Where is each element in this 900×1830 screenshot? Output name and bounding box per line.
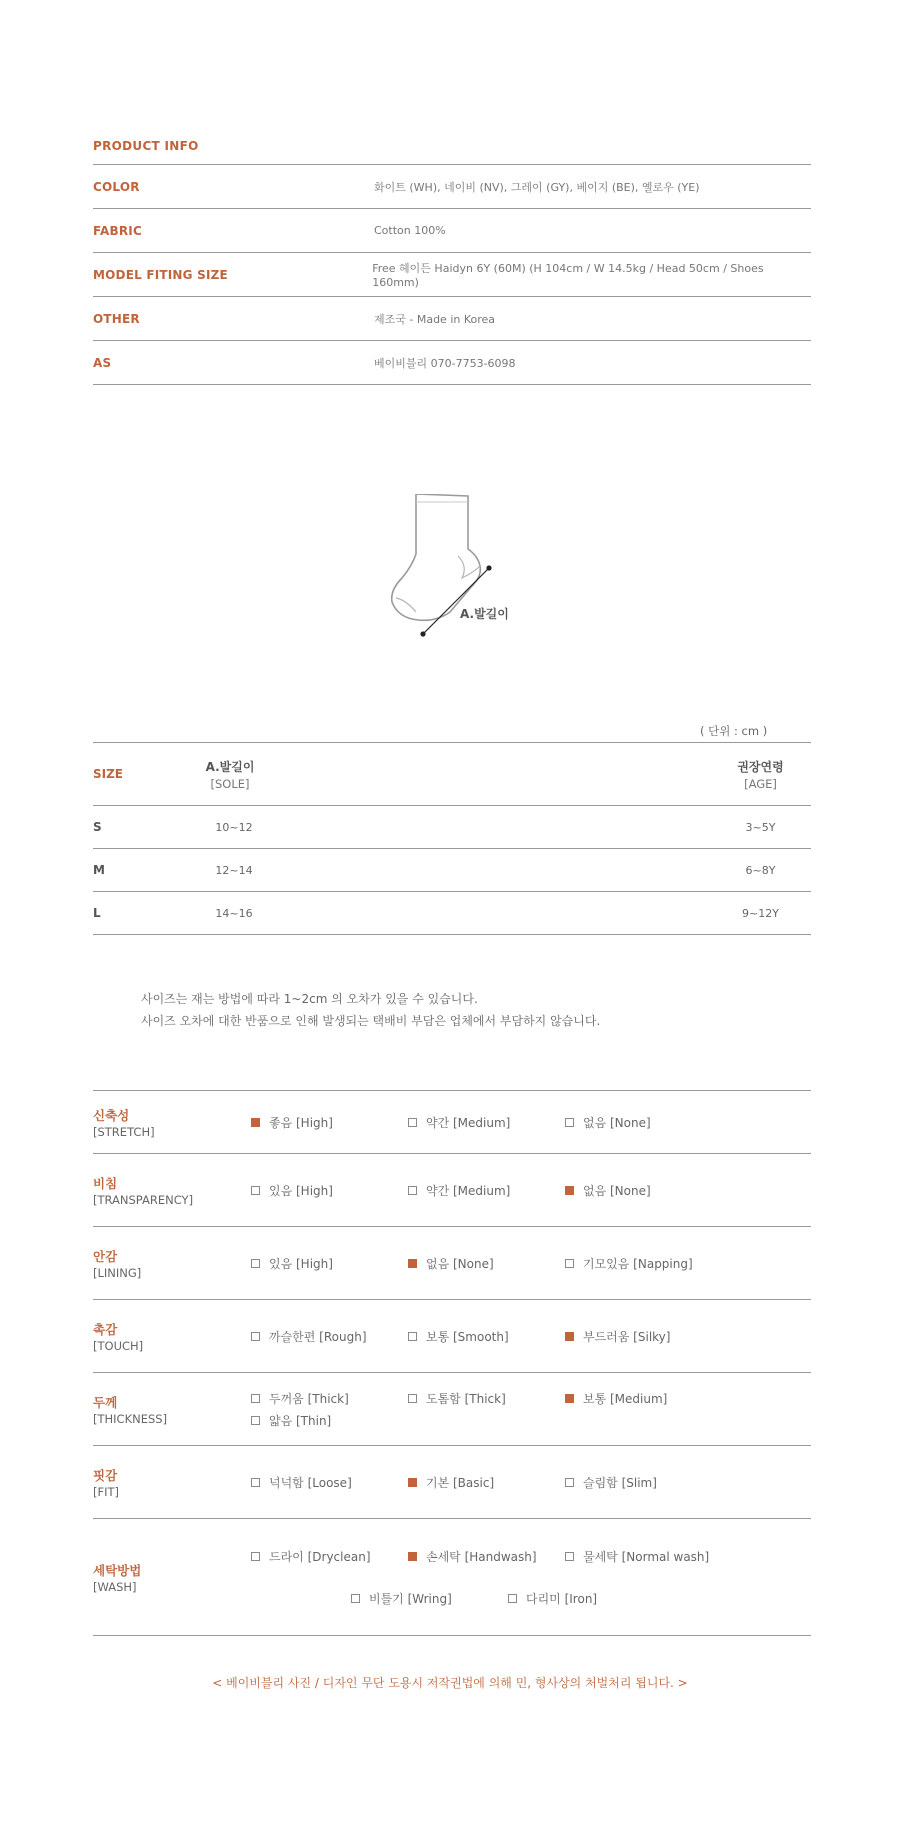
attribute-options [251,1387,811,1431]
unchecked-box-icon [251,1259,260,1268]
attribute-name-en: [FIT] [93,1484,120,1499]
attribute-option [565,1179,722,1201]
attribute-option-label: 기모있음 [Napping] [583,1256,693,1271]
attribute-name-en: [WASH] [93,1579,137,1594]
product-info-title: PRODUCT INFO [93,139,199,153]
unchecked-box-icon [251,1478,260,1487]
attribute-option-label: 없음 [None] [583,1183,651,1198]
attribute-option-label: 있음 [High] [269,1256,333,1271]
attribute-name-ko: 세탁방법 [93,1562,142,1578]
attribute-option-label: 슬림함 [Slim] [583,1475,657,1490]
attribute-option [565,1252,722,1274]
attribute-row [93,1299,811,1372]
size-table-header [93,742,811,806]
attribute-name-en: [TOUCH] [93,1338,144,1353]
attribute-option-label: 다리미 [Iron] [526,1591,598,1606]
unchecked-box-icon [408,1118,417,1127]
attribute-option [565,1325,722,1347]
attribute-row [93,1372,811,1445]
attribute-option-label: 부드러움 [Silky] [583,1329,671,1344]
attribute-row [93,1445,811,1518]
info-value: Cotton 100% [374,224,446,237]
unchecked-box-icon [565,1118,574,1127]
info-row [93,208,811,252]
unchecked-box-icon [565,1552,574,1561]
attribute-option [251,1387,408,1409]
checked-box-icon [408,1259,417,1268]
size-table-row [93,849,811,892]
info-value: Free 헤이든 Haidyn 6Y (60M) (H 104cm / W 14.5kg / Head 50cm / Shoes 160mm) [372,262,764,289]
info-value: 화이트 (WH), 네이비 (NV), 그레이 (GY), 베이지 (BE), 옐로우 (YE) [374,180,700,194]
attribute-option-label: 손세탁 [Handwash] [426,1549,537,1564]
unchecked-box-icon [565,1259,574,1268]
age-header [710,758,811,791]
sole-cell: 14~16 [215,906,253,920]
sole-cell-wrap [205,864,710,877]
attribute-option [251,1545,408,1567]
age-cell: 9~12Y [742,906,779,920]
attribute-option-label: 약간 [Medium] [426,1183,511,1198]
checked-box-icon [408,1552,417,1561]
age-cell: 6~8Y [745,863,776,877]
attribute-option-label: 기본 [Basic] [426,1475,495,1490]
attribute-option-label: 좋음 [High] [269,1115,333,1130]
sole-header-en: [SOLE] [210,776,250,791]
attribute-name-en: [STRETCH] [93,1124,155,1139]
attribute-option [408,1252,565,1274]
unchecked-box-icon [351,1594,360,1603]
attribute-option [251,1325,408,1347]
info-label: COLOR [93,179,140,194]
attribute-row [93,1153,811,1226]
info-value: 베이비블리 070-7753-6098 [374,356,516,370]
sock-toe-line [396,598,416,612]
attribute-name-ko: 촉감 [93,1321,118,1337]
attribute-option [251,1409,351,1431]
sole-measure-end-dot [486,565,491,570]
checked-box-icon [565,1394,574,1403]
size-cell: L [93,906,101,920]
attribute-options [251,1252,811,1274]
attribute-label [93,1247,251,1280]
unchecked-box-icon [565,1478,574,1487]
info-row [93,252,811,296]
attribute-option-label: 물세탁 [Normal wash] [583,1549,710,1564]
age-header-en: [AGE] [744,776,777,791]
attribute-option [251,1179,408,1201]
info-label: OTHER [93,311,140,326]
attribute-name-en: [THICKNESS] [93,1411,168,1426]
attribute-option [565,1387,722,1409]
attribute-option [565,1545,722,1567]
unchecked-box-icon [408,1186,417,1195]
attribute-option [251,1252,408,1274]
product-info-section [93,136,811,385]
info-value: 제조국 - Made in Korea [374,312,496,326]
attribute-label [93,1320,251,1353]
info-label: AS [93,355,112,370]
attribute-option-label: 얇음 [Thin] [269,1413,332,1428]
sole-header [205,758,710,791]
sole-header-ko: A.발길이 [205,759,255,774]
attribute-option-label: 비틀기 [Wring] [369,1591,452,1606]
size-cell: S [93,820,102,834]
attribute-table [93,1090,811,1636]
attribute-row [93,1226,811,1299]
attribute-option-label: 넉넉함 [Loose] [269,1475,352,1490]
attribute-label [93,1466,251,1499]
attribute-label [93,1106,251,1139]
checked-box-icon [565,1186,574,1195]
size-notes [141,988,600,1032]
size-cell: M [93,863,105,877]
attribute-options [251,1471,811,1493]
attribute-option [408,1325,565,1347]
unchecked-box-icon [251,1186,260,1195]
attribute-name-ko: 두께 [93,1394,118,1410]
attribute-name-ko: 안감 [93,1248,118,1264]
unit-label: ( 단위 : cm ) [700,724,768,738]
sock-illustration [388,494,538,654]
attribute-option [508,1587,665,1609]
unchecked-box-icon [508,1594,517,1603]
size-table-row [93,806,811,849]
checked-box-icon [251,1118,260,1127]
attribute-option [565,1111,722,1133]
sole-measure-start-dot [420,631,425,636]
age-cell: 3~5Y [745,820,776,834]
info-row [93,296,811,340]
size-header-label: SIZE [93,767,124,781]
sole-measure-label: A.발길이 [460,607,509,621]
size-table-row [93,892,811,935]
sole-cell-wrap [205,821,710,834]
copyright-notice: < 베이비블리 사진 / 디자인 무단 도용시 저작권법에 의해 민, 형사상의 처벌처리 됩니다. > [212,1676,688,1690]
attribute-label [93,1561,251,1594]
attribute-name-ko: 신축성 [93,1107,130,1123]
attribute-option [408,1179,565,1201]
attribute-option [351,1587,508,1609]
attribute-option [408,1387,565,1409]
info-label: FABRIC [93,223,142,238]
unchecked-box-icon [408,1332,417,1341]
unchecked-box-icon [251,1552,260,1561]
attribute-options [251,1545,811,1609]
attribute-option-label: 드라이 [Dryclean] [269,1549,371,1564]
attribute-option-label: 까슬한편 [Rough] [269,1329,367,1344]
attribute-name-ko: 비침 [93,1175,118,1191]
info-row [93,164,811,208]
attribute-option-label: 두꺼움 [Thick] [269,1391,349,1406]
sole-measure-line [423,568,489,634]
size-table [93,742,811,935]
attribute-option [251,1111,408,1133]
attribute-option [408,1471,565,1493]
checked-box-icon [408,1478,417,1487]
unchecked-box-icon [251,1332,260,1341]
attribute-option-label: 약간 [Medium] [426,1115,511,1130]
attribute-options [251,1179,811,1201]
sole-cell: 12~14 [215,863,253,877]
attribute-options [251,1111,811,1133]
unchecked-box-icon [408,1394,417,1403]
checked-box-icon [565,1332,574,1341]
attribute-option [251,1471,408,1493]
attribute-option [565,1471,722,1493]
attribute-option-label: 있음 [High] [269,1183,333,1198]
attribute-label [93,1174,251,1207]
sole-cell: 10~12 [215,820,253,834]
attribute-name-en: [TRANSPARENCY] [93,1192,194,1207]
attribute-option-label: 보통 [Smooth] [426,1329,509,1344]
attribute-name-en: [LINING] [93,1265,142,1280]
info-label: MODEL FITING SIZE [93,267,228,282]
size-note: 사이즈 오차에 대한 반품으로 인해 발생되는 택배비 부담은 업체에서 부담하지 않습니다. [141,1014,601,1028]
attribute-option-label: 도톰함 [Thick] [426,1391,506,1406]
sole-cell-wrap [205,907,710,920]
attribute-option-label: 없음 [None] [583,1115,651,1130]
info-row [93,340,811,385]
unchecked-box-icon [251,1394,260,1403]
unchecked-box-icon [251,1416,260,1425]
attribute-option [408,1545,565,1567]
attribute-row [93,1090,811,1153]
age-header-ko: 권장연령 [737,759,784,774]
attribute-options [251,1325,811,1347]
attribute-option [408,1111,565,1133]
attribute-row [93,1518,811,1636]
size-note: 사이즈는 재는 방법에 따라 1~2cm 의 오차가 있을 수 있습니다. [141,992,478,1006]
attribute-name-ko: 핏감 [93,1467,118,1483]
attribute-option [251,1587,351,1609]
attribute-option-label: 보통 [Medium] [583,1391,668,1406]
attribute-label [93,1393,251,1426]
attribute-option-label: 없음 [None] [426,1256,494,1271]
